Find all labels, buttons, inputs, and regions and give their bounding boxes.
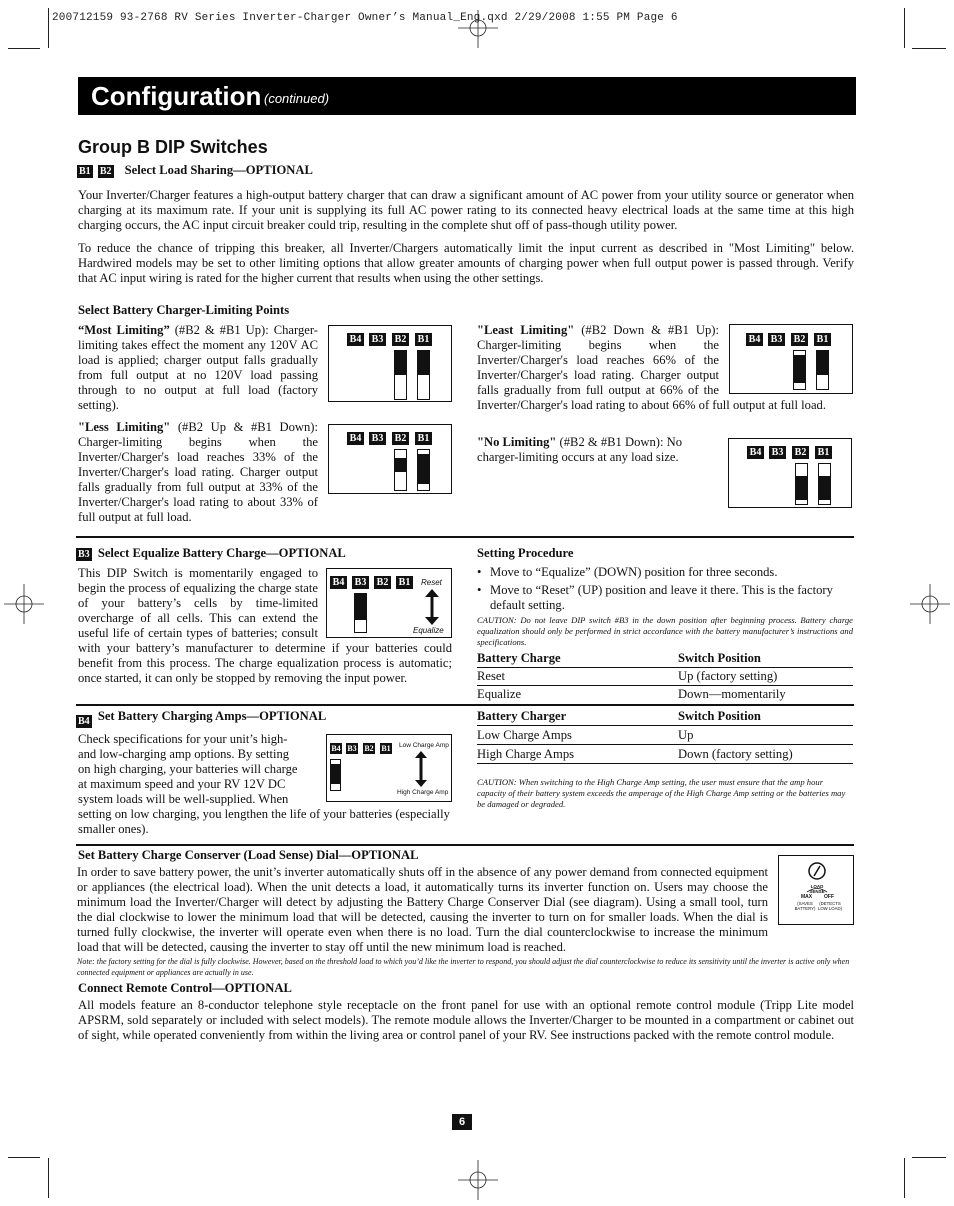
table-cell: Down (factory setting)	[678, 745, 853, 764]
load-sharing-paragraph-1: Your Inverter/Charger features a high-output battery charger that can draw a significant amount of AC power from your utility source or generator when charging at its maximum rate. If your unit is supplying its full AC power rating to its connected heavy electrical loads at the same time at this high charging occurs, the AC input circuit breaker could trip, resulting in the complete shut off of pass-though utility power.	[78, 188, 854, 232]
dip-label: B4	[331, 744, 341, 753]
dip-label: B2	[792, 446, 809, 459]
dip-switch-b3	[354, 593, 367, 633]
dial-off-sub: (DETECTS LOW LOAD)	[817, 901, 843, 911]
conserver-text	[77, 865, 854, 955]
reset-label: Reset	[421, 578, 442, 587]
dip-label: B4	[347, 333, 364, 346]
dip-diagram-no-limiting	[728, 438, 852, 508]
dial-arc	[806, 887, 828, 893]
dip-label: B2	[791, 333, 808, 346]
dip-switch-b2	[394, 350, 407, 400]
dip-label: B4	[347, 432, 364, 445]
high-charge-label: High Charge Amp	[397, 789, 449, 796]
table-row	[477, 668, 853, 686]
table-header: Battery Charger	[477, 708, 678, 726]
dip-label: B2	[392, 432, 409, 445]
most-limiting-body: (#B2 & #B1 Up): Charger-limiting takes effect the moment any 120V AC load is applied; charger output falls gradually from full output at no 120V load passing through to no output at full load (factory setting).	[78, 323, 318, 412]
section-divider	[76, 536, 854, 538]
equalize-text	[78, 566, 452, 686]
dip-switch-b1	[816, 350, 829, 390]
equalize-heading-row	[76, 546, 476, 561]
up-down-arrow-icon	[414, 751, 428, 787]
amps-heading-row	[76, 709, 476, 727]
dip-label: B3	[369, 333, 386, 346]
equalize-body: This DIP Switch is momentarily engaged to begin the process of equalizing the charge state of your battery’s cells by time-limited overcharge of all cells. This can extend the useful life of certain types of batteries; consult with your battery’s manufacturer to determine if your batteries could benefit from this process. The charge equalization process is automatic; once started, it can only be stopped by removing the input power.	[78, 566, 452, 685]
section-divider	[76, 844, 854, 846]
crop-mark	[904, 1158, 905, 1198]
dial-top-label: LOAD SENSE	[809, 884, 825, 894]
dip-label: B2	[392, 333, 409, 346]
dip-switch-b1	[818, 463, 831, 505]
load-sharing-heading-row	[77, 163, 477, 178]
dip-label: B4	[330, 576, 347, 589]
crop-mark	[48, 1158, 49, 1198]
remote-text: All models feature an 8-conductor telephone style receptacle on the front panel for use with an optional remote control module (Tripp Lite model APSRM, sold separately or included with select models). The remote module allows the Inverter/Charger to be mounted in a compartment or cabinet out of sight, while operated conveniently from within the living area or control panel of your RV. See instructions packed with the remote control module.	[78, 998, 854, 1042]
procedure-heading: Setting Procedure	[477, 546, 574, 560]
remote-heading: Connect Remote Control—OPTIONAL	[78, 981, 292, 995]
badge-b3: B3	[78, 549, 90, 560]
dip-diagram-less-limiting	[328, 424, 452, 494]
least-limiting-text	[477, 323, 853, 413]
dip-label: B1	[415, 333, 432, 346]
dip-label: B4	[747, 446, 764, 459]
table-cell: High Charge Amps	[477, 745, 678, 764]
most-limiting-text	[78, 323, 452, 413]
table-row	[477, 726, 853, 745]
section-divider	[76, 704, 854, 706]
crop-mark	[48, 8, 49, 48]
less-limiting-text	[78, 420, 452, 525]
conserver-body: In order to save battery power, the unit’s inverter automatically shuts off in the absence of any power demand from connected equipment or appliances (the electrical load). When the unit detects a load, it automatically turns its inverter function on. Users may choose the minimum load the Inverter/Charger will detect by adjusting the Battery Charge Conserver Dial (see diagram). Using a small tool, turn the dial clockwise to lower the minimum load that will be detected, causing the inverter to turn on for smaller loads. When the dial is turned fully clockwise, the inverter will operate even when there is no load. Turn the dial counterclockwise to increase the minimum load that will be detected, causing the inverter to stay off until the new minimum load is reached.	[77, 865, 768, 954]
dip-label: B1	[814, 333, 831, 346]
dip-label: B3	[369, 432, 386, 445]
crop-mark	[912, 1157, 946, 1158]
dip-label: B3	[347, 744, 357, 753]
load-sharing-paragraph-2: To reduce the chance of tripping this breaker, all Inverter/Chargers automatically limit the input current as described in "Most Limiting" below. Hardwired models may be set to other limiting options that allow greater amounts of charging power when full output power is passed through. Verify that AC input wiring is rated for the higher current that results when using the other settings.	[78, 241, 854, 285]
badge-b2: B2	[99, 166, 112, 177]
table-cell: Reset	[477, 668, 678, 686]
table-row	[477, 745, 853, 764]
dip-label: B4	[746, 333, 763, 346]
load-sense-dial-diagram	[778, 855, 854, 925]
table-cell: Down—momentarily	[678, 687, 786, 701]
most-limiting-label: “Most Limiting”	[78, 323, 170, 337]
no-limiting-body: (#B2 & #B1 Down): No charger-limiting occurs at any load size.	[477, 435, 682, 464]
least-limiting-label: "Least Limiting"	[477, 323, 575, 337]
conserver-note: Note: the factory setting for the dial is fully clockwise. However, based on the threshold load to which you’d like the inverter to respond, you should adjust the dial counterclockwise to reduce its sensitivity until the inverter is active only when connected equipment or appliances are actually in use.	[77, 957, 850, 977]
dial-max-label: MAX	[801, 894, 813, 900]
dip-diagram-equalize	[326, 568, 452, 638]
procedure-steps	[477, 565, 853, 613]
banner-subtitle: (continued)	[264, 91, 330, 106]
amps-heading: Set Battery Charging Amps—OPTIONAL	[97, 709, 327, 723]
dip-switch-b1	[417, 449, 430, 491]
group-title: Group B DIP Switches	[78, 137, 268, 157]
amps-caution: CAUTION: When switching to the High Charge Amp setting, the user must ensure that the amp hour capacity of their battery system exceeds the amperage of the High Charge Amp setting or the batteries may be damaged or degraded.	[477, 777, 846, 809]
badge-b4: B4	[78, 716, 90, 727]
dip-label: B3	[769, 446, 786, 459]
registration-mark-right	[910, 584, 950, 624]
dip-diagram-most-limiting	[328, 325, 452, 402]
amps-body: Check specifications for your unit’s high- and low-charging amp options. By setting on high charging, your batteries will charge at maximum speed and your RV 12V DC system loads will be well-supplied. When setting on low charging, you lengthen the life of your batteries (especially smaller ones).	[78, 732, 450, 836]
dip-label: B3	[352, 576, 369, 589]
dip-diagram-least-limiting	[729, 324, 853, 394]
crop-mark	[8, 1157, 40, 1158]
dip-diagram-amps	[326, 734, 452, 802]
amps-table	[477, 708, 853, 764]
dip-label: B3	[768, 333, 785, 346]
table-cell: Up	[678, 726, 853, 745]
no-limiting-label: "No Limiting"	[477, 435, 557, 449]
amps-text	[78, 732, 452, 837]
dial-off-label: OFF	[824, 894, 834, 900]
dip-switch-b2	[795, 463, 808, 505]
print-slug: 200712159 93-2768 RV Series Inverter-Charger Owner’s Manual_Eng.qxd 2/29/2008 1:55 PM Page 6	[52, 12, 678, 24]
equalize-heading: Select Equalize Battery Charge—OPTIONAL	[97, 546, 346, 560]
equalize-table	[477, 650, 853, 703]
table-row	[477, 686, 853, 704]
less-limiting-label: "Less Limiting"	[78, 420, 171, 434]
limiting-heading: Select Battery Charger-Limiting Points	[78, 303, 290, 317]
table-cell: Low Charge Amps	[477, 726, 678, 745]
low-charge-label: Low Charge Amp	[399, 742, 449, 749]
dial-icon	[807, 861, 827, 881]
dip-label: B1	[815, 446, 832, 459]
badge-b1: B1	[79, 166, 91, 177]
equalize-label: Equalize	[413, 626, 444, 635]
load-sharing-heading: Select Load Sharing—OPTIONAL	[124, 163, 313, 177]
registration-mark-left	[4, 584, 44, 624]
less-limiting-body: (#B2 Up & #B1 Down): Charger-limiting begins when the Inverter/Charger's load reaches 33% of the Inverter/Charger's load rating. Charger output falls gradually from full output at 33% of the Inverter/Charger's load rating to about 33% of full output at full load.	[78, 420, 318, 524]
dip-switch-b2	[394, 449, 407, 491]
dip-label: B1	[381, 744, 391, 753]
dip-label: B2	[374, 576, 391, 589]
page-number: 6	[452, 1114, 472, 1130]
no-limiting-text	[477, 435, 717, 465]
least-limiting-body: (#B2 Down & #B1 Up): Charger-limiting begins when the Inverter/Charger's load reaches 66% of the Inverter/Charger's load rating. Charger output falls gradually from full output at 66% of the Inverter/Charger's load rating to about 66% of full output at full load.	[477, 323, 826, 412]
table-header: Switch Position	[678, 650, 853, 668]
conserver-heading: Set Battery Charge Conserver (Load Sense) Dial—OPTIONAL	[78, 848, 419, 862]
procedure-step: • Move to “Equalize” (DOWN) position for three seconds.	[477, 565, 853, 580]
dip-switch-b1	[417, 350, 430, 400]
up-down-arrow-icon	[424, 589, 440, 625]
banner-title: Configuration	[91, 81, 262, 111]
crop-mark	[904, 8, 905, 48]
table-cell: Up (factory setting)	[678, 668, 853, 686]
section-banner	[78, 77, 856, 115]
dial-max-sub: (SAVES BATTERY)	[794, 901, 816, 911]
table-header: Switch Position	[678, 708, 853, 726]
table-cell: Equalize	[477, 687, 522, 701]
registration-mark-bottom	[458, 1160, 498, 1200]
procedure-step: • Move to “Reset” (UP) position and leave it there. This is the factory default setting.	[477, 583, 853, 613]
dip-label: B1	[415, 432, 432, 445]
crop-mark	[912, 48, 946, 49]
dip-label: B2	[364, 744, 374, 753]
dip-label: B1	[396, 576, 413, 589]
table-header: Battery Charge	[477, 650, 678, 668]
crop-mark	[8, 48, 40, 49]
dip-switch-b4	[330, 759, 341, 791]
equalize-caution: CAUTION: Do not leave DIP switch #B3 in the down position after beginning process. Battery charge equalization should only be performed in strict accordance with the battery manufacturer’s instructions and specifications.	[477, 615, 853, 647]
dip-switch-b2	[793, 350, 806, 390]
